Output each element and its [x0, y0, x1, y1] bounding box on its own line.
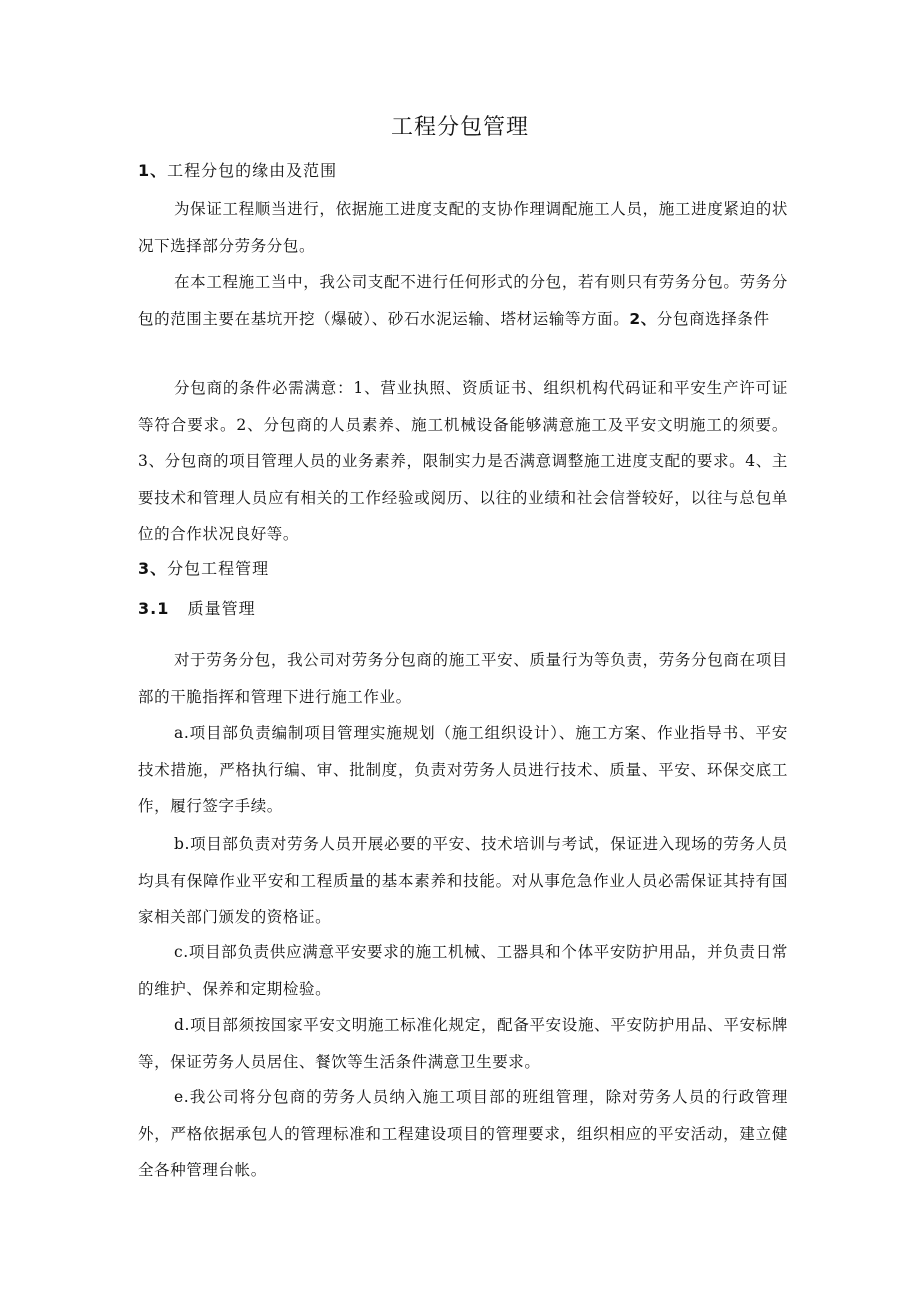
section-3-1-item-d: d.项目部须按国家平安文明施工标准化规定，配备平安设施、平安防护用品、平安标牌等，保证劳务人员居住、餐饮等生活条件满意卫生要求。 — [138, 1016, 788, 1071]
section-3-title: 分包工程管理 — [167, 559, 270, 578]
section-3-1-paragraph-intro: 对于劳务分包，我公司对劳务分包商的施工平安、质量行为等负责，劳务分包商在项目部的干脆指挥和管理下进行施工作业。 — [138, 651, 788, 706]
section-2-title: 分包商选择条件 — [656, 309, 770, 328]
section-2-number: 2、 — [629, 309, 657, 328]
section-1-number: 1、 — [138, 161, 168, 180]
section-3-heading — [138, 556, 269, 579]
section-3-1-item-a: a.项目部负责编制项目管理实施规划（施工组织设计）、施工方案、作业指导书、平安技术措施，严格执行编、审、批制度，负责对劳务人员进行技术、质量、平安、环保交底工作，履行签字手续。 — [138, 724, 788, 815]
section-1-title: 工程分包的缘由及范围 — [167, 161, 338, 180]
section-1-paragraph-1: 为保证工程顺当进行，依据施工进度支配的支协作理调配施工人员，施工进度紧迫的状况下选择部分劳务分包。 — [138, 200, 788, 255]
section-3-1-item-b: b.项目部负责对劳务人员开展必要的平安、技术培训与考试，保证进入现场的劳务人员均具有保障作业平安和工程质量的基本素养和技能。对从事危急作业人员必需保证其持有国家相关部门颁发的资格证。 — [138, 835, 788, 926]
section-3-number: 3、 — [138, 559, 168, 578]
section-2-paragraph-1: 分包商的条件必需满意：1、营业执照、资质证书、组织机构代码证和平安生产许可证等符合要求。2、分包商的人员素养、施工机械设备能够满意施工及平安文明施工的须要。3、分包商的项目管理人员的业务素养，限制实力是否满意调整施工进度支配的要求。4、主要技术和管理人员应有相关的工作经验或阅历、以往的业绩和社会信誉较好，以往与总包单位的合作状况良好等。 — [138, 379, 788, 543]
section-3-1-title: 质量管理 — [187, 599, 256, 618]
document-title: 工程分包管理 — [390, 115, 529, 140]
section-1-paragraph-2-text: 在本工程施工当中，我公司支配不进行任何形式的分包，若有则只有劳务分包。劳务分包的范围主要在基坑开挖（爆破）、砂石水泥运输、塔材运输等方面。 — [138, 273, 788, 328]
section-3-1-heading — [138, 596, 256, 619]
section-3-1-number: 3.1 — [138, 599, 170, 618]
section-3-1-item-e: e.我公司将分包商的劳务人员纳入施工项目部的班组管理，除对劳务人员的行政管理外，严格依据承包人的管理标准和工程建设项目的管理要求，组织相应的平安活动，建立健全各种管理台帐。 — [138, 1088, 788, 1179]
section-1-heading — [138, 158, 337, 181]
section-1-paragraph-2 — [138, 264, 788, 337]
section-3-1-item-c: c.项目部负责供应满意平安要求的施工机械、工器具和个体平安防护用品，并负责日常的维护、保养和定期检验。 — [138, 943, 788, 998]
